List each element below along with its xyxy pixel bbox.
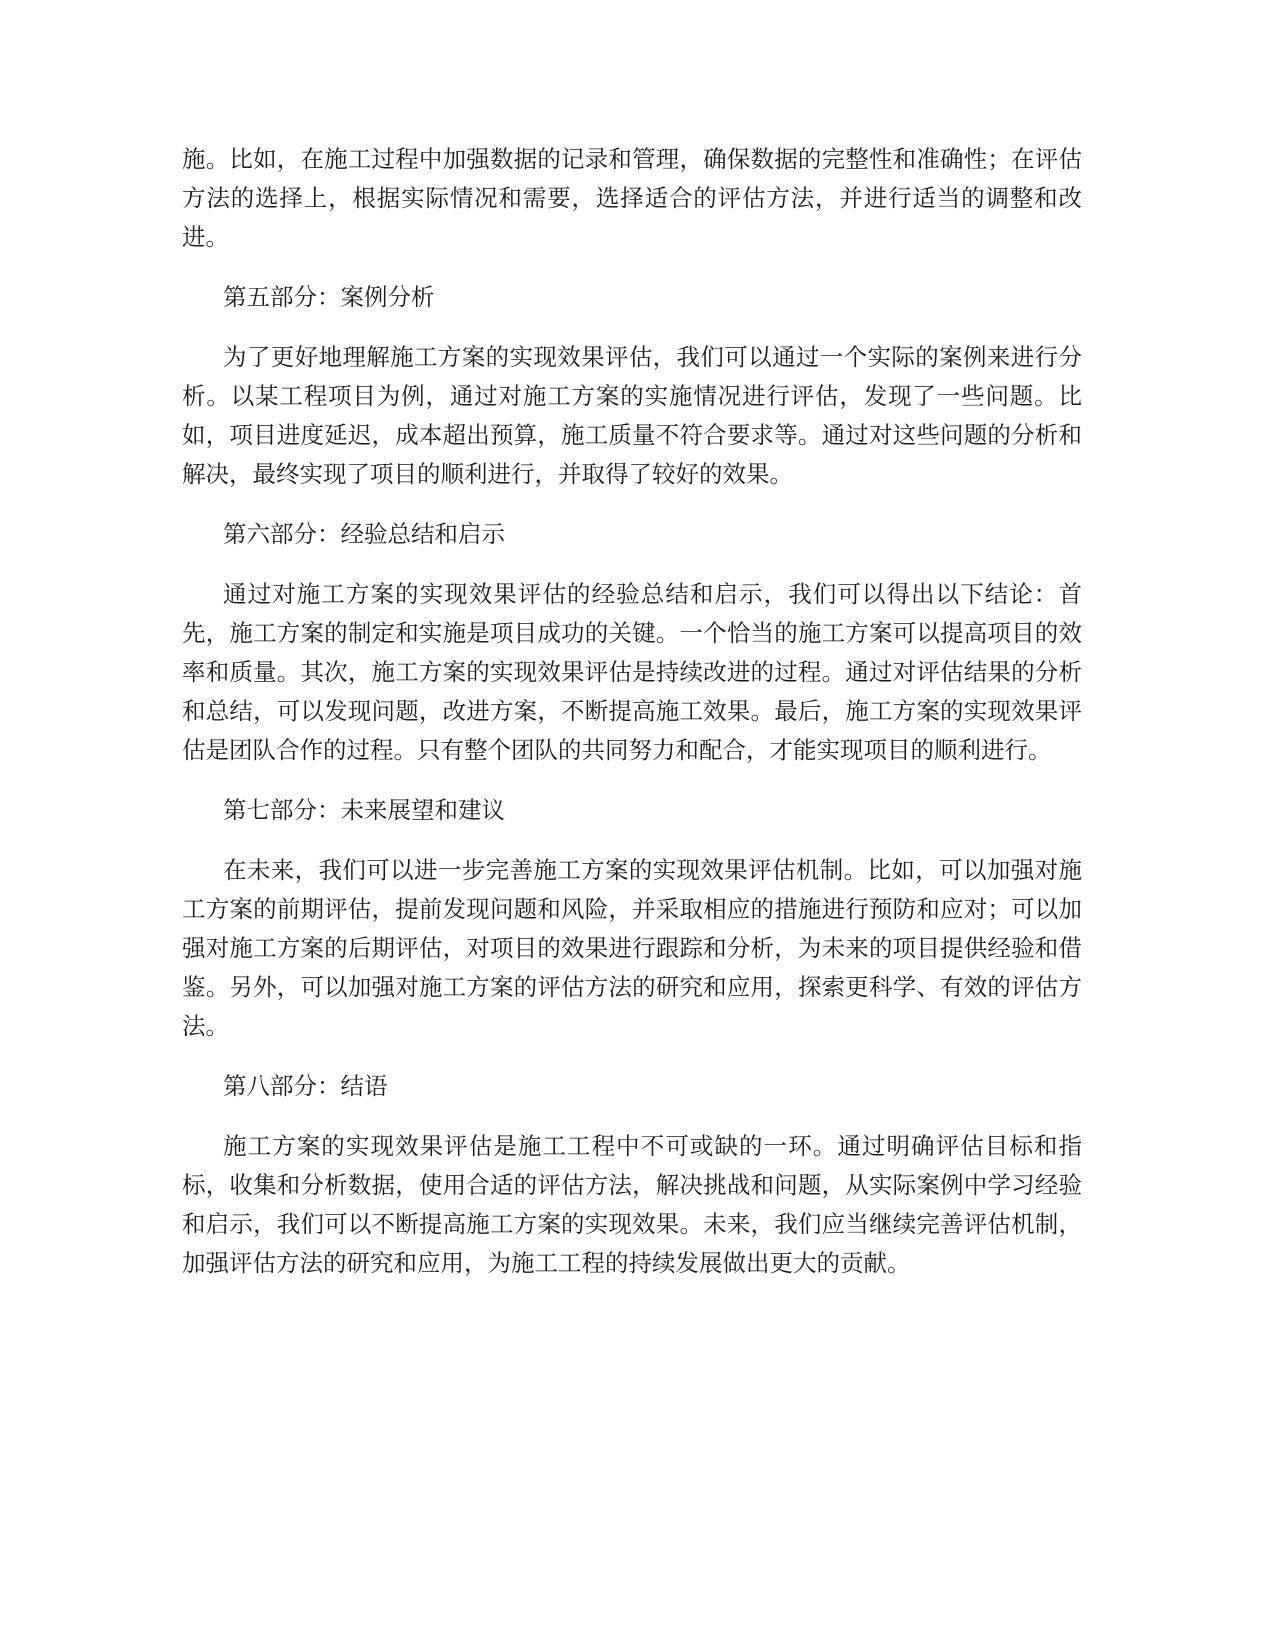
paragraph-case-analysis: 为了更好地理解施工方案的实现效果评估，我们可以通过一个实际的案例来进行分析。以某工程项目为例，通过对施工方案的实施情况进行评估，发现了一些问题。比如，项目进度延迟，成本超出预算，施工质量不符合要求等。通过对这些问题的分析和解决，最终实现了项目的顺利进行，并取得了较好的效果。 bbox=[182, 343, 1082, 488]
paragraph-future-outlook: 在未来，我们可以进一步完善施工方案的实现效果评估机制。比如，可以加强对施工方案的前期评估，提前发现问题和风险，并采取相应的措施进行预防和应对；可以加强对施工方案的后期评估，对项目的效果进行跟踪和分析，为未来的项目提供经验和借鉴。另外，可以加强对施工方案的评估方法的研究和应用，探索更科学、有效的评估方法。 bbox=[182, 856, 1082, 1040]
section-heading-part8: 第八部分：结语 bbox=[223, 1072, 388, 1100]
section-heading-part7: 第七部分：未来展望和建议 bbox=[223, 796, 505, 824]
paragraph-continuation: 施。比如，在施工过程中加强数据的记录和管理，确保数据的完整性和准确性；在评估方法的选择上，根据实际情况和需要，选择适合的评估方法，并进行适当的调整和改进。 bbox=[182, 145, 1082, 251]
section-heading-part5: 第五部分：案例分析 bbox=[223, 283, 435, 311]
document-page bbox=[182, 140, 1082, 1283]
paragraph-experience-summary: 通过对施工方案的实现效果评估的经验总结和启示，我们可以得出以下结论：首先，施工方案的制定和实施是项目成功的关键。一个恰当的施工方案可以提高项目的效率和质量。其次，施工方案的实现效果评估是持续改进的过程。通过对评估结果的分析和总结，可以发现问题，改进方案，不断提高施工效果。最后，施工方案的实现效果评估是团队合作的过程。只有整个团队的共同努力和配合，才能实现项目的顺利进行。 bbox=[182, 580, 1082, 764]
section-heading-part6: 第六部分：经验总结和启示 bbox=[223, 520, 505, 548]
paragraph-conclusion: 施工方案的实现效果评估是施工工程中不可或缺的一环。通过明确评估目标和指标，收集和分析数据，使用合适的评估方法，解决挑战和问题，从实际案例中学习经验和启示，我们可以不断提高施工方案的实现效果。未来，我们应当继续完善评估机制，加强评估方法的研究和应用，为施工工程的持续发展做出更大的贡献。 bbox=[182, 1132, 1082, 1277]
